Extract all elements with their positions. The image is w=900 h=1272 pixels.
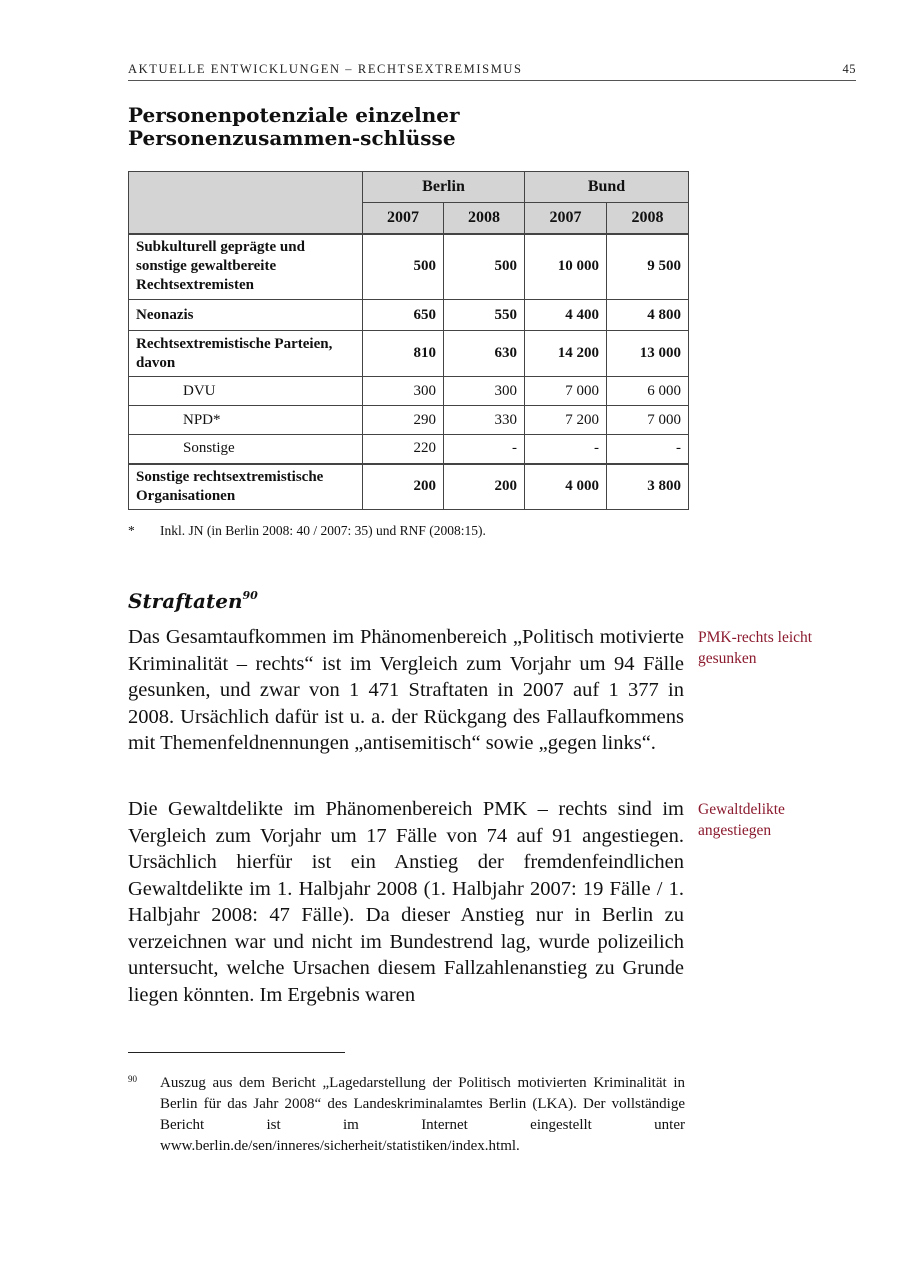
table-note-text: Inkl. JN (in Berlin 2008: 40 / 2007: 35) und RNF (2008:15). [160,523,486,538]
row-label: Rechtsextremistische Parteien, davon [129,331,363,377]
cell-value: 650 [363,300,444,331]
cell-value: 500 [444,234,525,300]
table-row [129,331,689,377]
table-row [129,300,689,331]
table-row [129,435,689,464]
cell-value: 4 800 [607,300,689,331]
cell-value: 6 000 [607,377,689,406]
header-year: 2008 [444,203,525,234]
header-group-bund: Bund [525,172,689,203]
cell-value: 810 [363,331,444,377]
footnote-text: Auszug aus dem Bericht „Lagedarstellung der Politisch motivierten Kriminalität in Berlin für das Jahr 2008“ des Landeskriminalamtes Berlin (LKA). Der vollständige Bericht ist im Internet eingestellt unter www.berlin.de/sen/inneres/sicherheit/statistiken/index.html. [160,1075,685,1154]
cell-value: 13 000 [607,331,689,377]
section-heading-text: Straftaten [128,589,243,613]
row-label: Sonstige [129,435,363,464]
footnote [128,1073,685,1157]
header-blank-cell [129,172,363,234]
running-head [128,62,856,77]
cell-value: 300 [444,377,525,406]
row-label: Neonazis [129,300,363,331]
table-note-marker: * [128,523,135,538]
table-row [129,234,689,300]
table-row [129,464,689,510]
header-rule [128,80,856,81]
cell-value: 3 800 [607,464,689,510]
cell-value: 4 000 [525,464,607,510]
header-year: 2007 [363,203,444,234]
footnote-number: 90 [128,1074,137,1084]
header-group-berlin: Berlin [363,172,525,203]
cell-value: 9 500 [607,234,689,300]
row-label: Sonstige rechtsextremistische Organisationen [129,464,363,510]
marginal-note: PMK-rechts leicht gesunken [698,629,813,667]
section-heading [128,589,258,613]
header-year: 2007 [525,203,607,234]
row-label: DVU [129,377,363,406]
cell-value: 300 [363,377,444,406]
cell-value: 14 200 [525,331,607,377]
cell-value: 7 200 [525,406,607,435]
page-number: 45 [842,62,856,76]
body-paragraph: Das Gesamtaufkommen im Phänomenbereich „Politisch motivierte Kriminalität – rechts“ ist im Vergleich zum Vorjahr um 94 Fälle gesunken, und zwar von 1 471 Straftaten in 2007 auf 1 377 in 2008. Ursächlich dafür ist u. a. der Rückgang des Fallaufkommens mit Themenfeldnennungen „antisemitisch“ sowie „gegen links“. [128,626,684,754]
marginal-note: Gewaltdelikte angestiegen [698,801,785,839]
running-head-title: AKTUELLE ENTWICKLUNGEN – RECHTSEXTREMISMUS [128,62,523,76]
table-title: Personenpotenziale einzelner Personenzusammen-schlüsse [128,103,460,150]
cell-value: 330 [444,406,525,435]
body-paragraph: Die Gewaltdelikte im Phänomenbereich PMK – rechts sind im Vergleich zum Vorjahr um 17 Fälle von 74 auf 91 angestiegen. Ursächlich hierfür ist ein Anstieg der fremdenfeindlichen Gewaltdelikte im 1. Halbjahr 2008 (1. Halbjahr 2007: 19 Fälle / 1. Halbjahr 2008: 47 Fälle). Da dieser Anstieg nur in Berlin zu verzeichnen war und nicht im Bundestrend lag, wurde polizeilich untersucht, welche Ursachen diesem Fallzahlenanstieg zu Grunde liegen könnten. Im Ergebnis waren [128,798,684,1006]
cell-value: 4 400 [525,300,607,331]
cell-value: 10 000 [525,234,607,300]
cell-value: 7 000 [525,377,607,406]
cell-value: 200 [444,464,525,510]
cell-value: 500 [363,234,444,300]
cell-value: 7 000 [607,406,689,435]
footnote-reference: 90 [242,589,258,602]
table-row [129,377,689,406]
header-year: 2008 [607,203,689,234]
row-label: NPD* [129,406,363,435]
footnote-rule [128,1052,345,1053]
row-label: Subkulturell geprägte und sonstige gewaltbereite Rechtsextremisten [129,234,363,300]
cell-value: 220 [363,435,444,464]
cell-value: 550 [444,300,525,331]
cell-value: - [444,435,525,464]
cell-value: 630 [444,331,525,377]
table-row [129,406,689,435]
person-potential-table [128,171,689,510]
cell-value: - [525,435,607,464]
cell-value: 290 [363,406,444,435]
cell-value: 200 [363,464,444,510]
table-header-row-groups [129,172,689,203]
cell-value: - [607,435,689,464]
table-note [128,523,486,539]
